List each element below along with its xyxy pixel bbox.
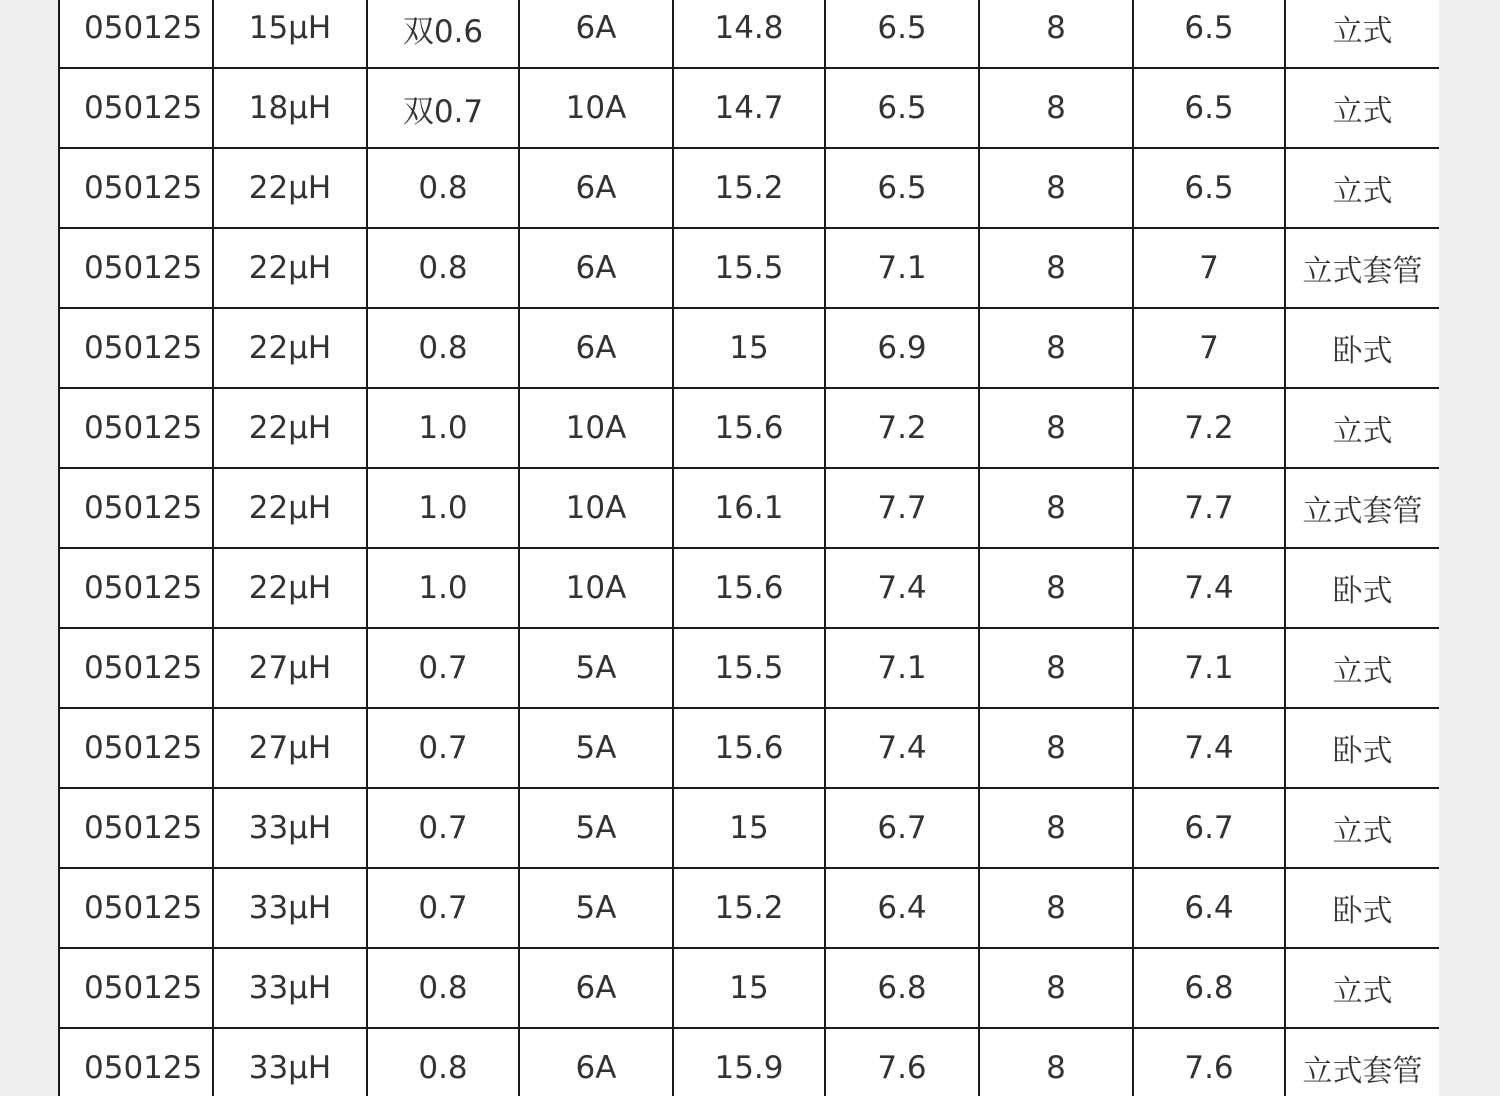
dimension-b-cell: 7.7 bbox=[825, 468, 979, 548]
mounting-type-cell: 卧式 bbox=[1285, 868, 1439, 948]
table-row bbox=[59, 148, 1439, 228]
mounting-type-cell: 立式 bbox=[1285, 388, 1439, 468]
table-row bbox=[59, 388, 1439, 468]
wire-diameter-cell: 0.8 bbox=[367, 948, 519, 1028]
model-cell: 050125 bbox=[59, 468, 213, 548]
inductance-cell: 22μH bbox=[213, 148, 367, 228]
table-row bbox=[59, 868, 1439, 948]
dimension-b-cell: 7.2 bbox=[825, 388, 979, 468]
model-cell: 050125 bbox=[59, 628, 213, 708]
wire-diameter-cell: 0.7 bbox=[367, 708, 519, 788]
dimension-a-cell: 14.8 bbox=[673, 0, 825, 68]
inductance-cell: 33μH bbox=[213, 788, 367, 868]
model-cell: 050125 bbox=[59, 388, 213, 468]
inductance-cell: 22μH bbox=[213, 468, 367, 548]
model-cell: 050125 bbox=[59, 548, 213, 628]
table-row bbox=[59, 0, 1439, 68]
model-cell: 050125 bbox=[59, 68, 213, 148]
inductance-cell: 33μH bbox=[213, 868, 367, 948]
dimension-d-cell: 7 bbox=[1133, 308, 1285, 388]
dimension-c-cell: 8 bbox=[979, 948, 1133, 1028]
mounting-type-cell: 卧式 bbox=[1285, 308, 1439, 388]
mounting-type-cell: 立式套管 bbox=[1285, 468, 1439, 548]
table-row bbox=[59, 228, 1439, 308]
mounting-type-cell: 立式 bbox=[1285, 788, 1439, 868]
dimension-a-cell: 15.6 bbox=[673, 388, 825, 468]
dimension-d-cell: 7.2 bbox=[1133, 388, 1285, 468]
model-cell: 050125 bbox=[59, 868, 213, 948]
mounting-type-cell: 立式 bbox=[1285, 0, 1439, 68]
dimension-c-cell: 8 bbox=[979, 388, 1133, 468]
mounting-type-cell: 立式套管 bbox=[1285, 228, 1439, 308]
model-cell: 050125 bbox=[59, 308, 213, 388]
current-cell: 5A bbox=[519, 868, 673, 948]
dimension-d-cell: 7.6 bbox=[1133, 1028, 1285, 1096]
current-cell: 6A bbox=[519, 228, 673, 308]
current-cell: 10A bbox=[519, 468, 673, 548]
dimension-c-cell: 8 bbox=[979, 308, 1133, 388]
mounting-type-cell: 立式套管 bbox=[1285, 1028, 1439, 1096]
inductance-cell: 33μH bbox=[213, 1028, 367, 1096]
wire-diameter-cell: 1.0 bbox=[367, 548, 519, 628]
current-cell: 10A bbox=[519, 68, 673, 148]
model-cell: 050125 bbox=[59, 948, 213, 1028]
dimension-d-cell: 7.1 bbox=[1133, 628, 1285, 708]
wire-diameter-cell: 双0.6 bbox=[367, 0, 519, 68]
mounting-type-cell: 立式 bbox=[1285, 68, 1439, 148]
wire-diameter-cell: 0.7 bbox=[367, 628, 519, 708]
dimension-d-cell: 6.4 bbox=[1133, 868, 1285, 948]
mounting-type-cell: 立式 bbox=[1285, 948, 1439, 1028]
dimension-c-cell: 8 bbox=[979, 468, 1133, 548]
mounting-type-cell: 立式 bbox=[1285, 628, 1439, 708]
dimension-d-cell: 7 bbox=[1133, 228, 1285, 308]
table-row bbox=[59, 68, 1439, 148]
inductance-cell: 33μH bbox=[213, 948, 367, 1028]
dimension-b-cell: 6.9 bbox=[825, 308, 979, 388]
dimension-c-cell: 8 bbox=[979, 628, 1133, 708]
dimension-a-cell: 15 bbox=[673, 788, 825, 868]
wire-diameter-cell: 1.0 bbox=[367, 468, 519, 548]
dimension-b-cell: 7.1 bbox=[825, 228, 979, 308]
inductance-cell: 15μH bbox=[213, 0, 367, 68]
table-row bbox=[59, 708, 1439, 788]
current-cell: 5A bbox=[519, 708, 673, 788]
model-cell: 050125 bbox=[59, 0, 213, 68]
mounting-type-cell: 卧式 bbox=[1285, 708, 1439, 788]
table-row bbox=[59, 1028, 1439, 1096]
dimension-b-cell: 6.5 bbox=[825, 148, 979, 228]
wire-diameter-cell: 0.8 bbox=[367, 308, 519, 388]
dimension-a-cell: 15.2 bbox=[673, 868, 825, 948]
inductance-cell: 22μH bbox=[213, 548, 367, 628]
dimension-c-cell: 8 bbox=[979, 708, 1133, 788]
inductance-cell: 27μH bbox=[213, 628, 367, 708]
wire-diameter-cell: 0.8 bbox=[367, 1028, 519, 1096]
dimension-a-cell: 14.7 bbox=[673, 68, 825, 148]
current-cell: 6A bbox=[519, 0, 673, 68]
dimension-d-cell: 7.7 bbox=[1133, 468, 1285, 548]
current-cell: 5A bbox=[519, 788, 673, 868]
dimension-b-cell: 6.5 bbox=[825, 0, 979, 68]
dimension-a-cell: 15.6 bbox=[673, 708, 825, 788]
dimension-a-cell: 15 bbox=[673, 948, 825, 1028]
table-row bbox=[59, 468, 1439, 548]
model-cell: 050125 bbox=[59, 148, 213, 228]
dimension-b-cell: 6.8 bbox=[825, 948, 979, 1028]
wire-diameter-cell: 0.7 bbox=[367, 868, 519, 948]
inductance-cell: 22μH bbox=[213, 388, 367, 468]
current-cell: 10A bbox=[519, 388, 673, 468]
dimension-d-cell: 7.4 bbox=[1133, 548, 1285, 628]
wire-diameter-cell: 1.0 bbox=[367, 388, 519, 468]
dimension-d-cell: 6.8 bbox=[1133, 948, 1285, 1028]
mounting-type-cell: 立式 bbox=[1285, 148, 1439, 228]
inductance-cell: 18μH bbox=[213, 68, 367, 148]
dimension-d-cell: 6.5 bbox=[1133, 68, 1285, 148]
table-row bbox=[59, 548, 1439, 628]
dimension-b-cell: 7.6 bbox=[825, 1028, 979, 1096]
dimension-d-cell: 6.5 bbox=[1133, 0, 1285, 68]
current-cell: 6A bbox=[519, 308, 673, 388]
wire-diameter-cell: 双0.7 bbox=[367, 68, 519, 148]
dimension-a-cell: 15.2 bbox=[673, 148, 825, 228]
dimension-a-cell: 15.6 bbox=[673, 548, 825, 628]
dimension-b-cell: 6.7 bbox=[825, 788, 979, 868]
table-row bbox=[59, 788, 1439, 868]
dimension-a-cell: 16.1 bbox=[673, 468, 825, 548]
table-row bbox=[59, 628, 1439, 708]
spec-sheet bbox=[58, 0, 1439, 1096]
dimension-a-cell: 15.9 bbox=[673, 1028, 825, 1096]
mounting-type-cell: 卧式 bbox=[1285, 548, 1439, 628]
dimension-a-cell: 15.5 bbox=[673, 628, 825, 708]
current-cell: 10A bbox=[519, 548, 673, 628]
dimension-c-cell: 8 bbox=[979, 68, 1133, 148]
table-row bbox=[59, 948, 1439, 1028]
current-cell: 6A bbox=[519, 148, 673, 228]
dimension-b-cell: 6.5 bbox=[825, 68, 979, 148]
dimension-d-cell: 6.5 bbox=[1133, 148, 1285, 228]
model-cell: 050125 bbox=[59, 228, 213, 308]
dimension-c-cell: 8 bbox=[979, 228, 1133, 308]
model-cell: 050125 bbox=[59, 788, 213, 868]
dimension-b-cell: 7.4 bbox=[825, 708, 979, 788]
dimension-c-cell: 8 bbox=[979, 148, 1133, 228]
dimension-c-cell: 8 bbox=[979, 868, 1133, 948]
inductor-spec-table bbox=[58, 0, 1439, 1096]
wire-diameter-cell: 0.7 bbox=[367, 788, 519, 868]
inductance-cell: 27μH bbox=[213, 708, 367, 788]
dimension-a-cell: 15 bbox=[673, 308, 825, 388]
inductance-cell: 22μH bbox=[213, 308, 367, 388]
dimension-c-cell: 8 bbox=[979, 0, 1133, 68]
dimension-b-cell: 6.4 bbox=[825, 868, 979, 948]
table-row bbox=[59, 308, 1439, 388]
dimension-a-cell: 15.5 bbox=[673, 228, 825, 308]
wire-diameter-cell: 0.8 bbox=[367, 228, 519, 308]
current-cell: 6A bbox=[519, 948, 673, 1028]
dimension-c-cell: 8 bbox=[979, 548, 1133, 628]
current-cell: 5A bbox=[519, 628, 673, 708]
model-cell: 050125 bbox=[59, 708, 213, 788]
wire-diameter-cell: 0.8 bbox=[367, 148, 519, 228]
current-cell: 6A bbox=[519, 1028, 673, 1096]
dimension-c-cell: 8 bbox=[979, 788, 1133, 868]
dimension-d-cell: 6.7 bbox=[1133, 788, 1285, 868]
table-body bbox=[59, 0, 1439, 1096]
dimension-b-cell: 7.1 bbox=[825, 628, 979, 708]
inductance-cell: 22μH bbox=[213, 228, 367, 308]
dimension-c-cell: 8 bbox=[979, 1028, 1133, 1096]
dimension-b-cell: 7.4 bbox=[825, 548, 979, 628]
dimension-d-cell: 7.4 bbox=[1133, 708, 1285, 788]
model-cell: 050125 bbox=[59, 1028, 213, 1096]
